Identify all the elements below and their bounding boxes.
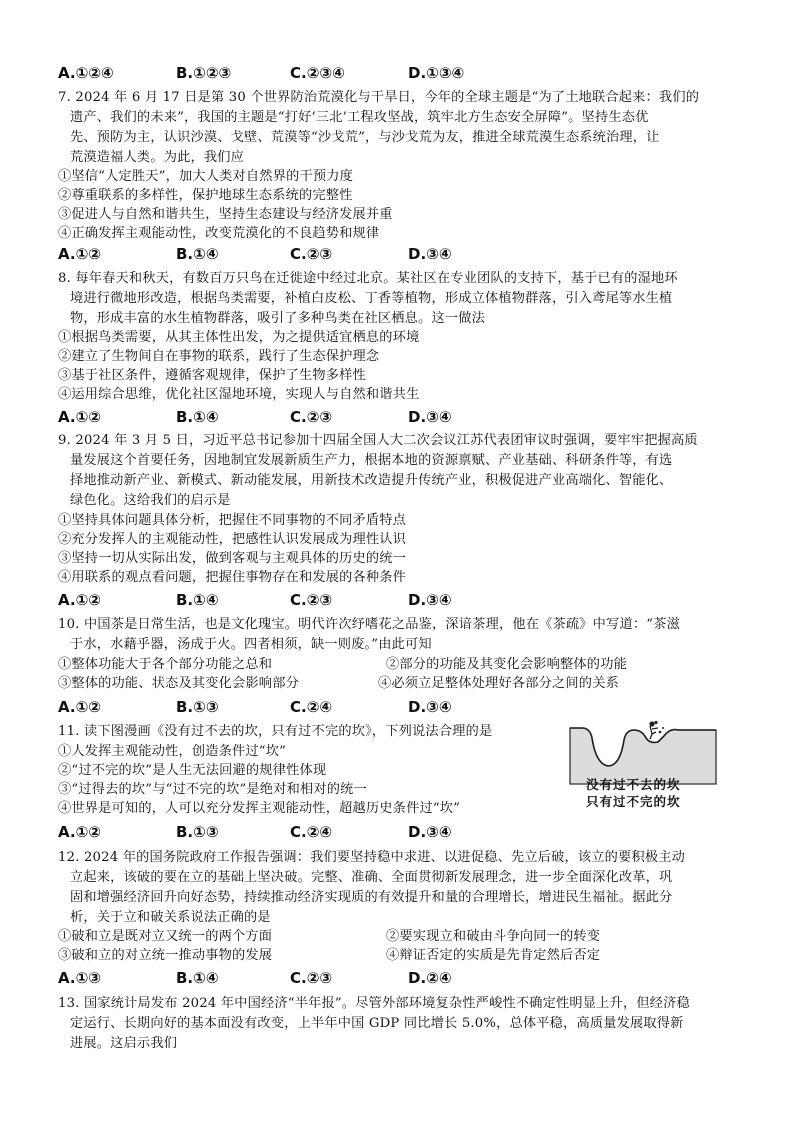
q7-option-c[interactable]: C.②③ — [290, 245, 333, 263]
q6-option-d[interactable]: D.①③④ — [408, 64, 465, 82]
q9-item: ②充分发挥人的主观能动性，把感性认识发展成为理性认识 — [58, 532, 407, 547]
q11-option-b[interactable]: B.①③ — [176, 823, 219, 841]
q9-stem-line: 绿色化。这给我们的启示是 — [70, 493, 231, 508]
q13-stem-line: 定运行、长期向好的基本面没有改变，上半年中国 GDP 同比增长 5.0%，总体平稳，高质量发展取得新 — [70, 1016, 684, 1031]
q6-option-a[interactable]: A.①②④ — [58, 64, 114, 82]
q12-stem-line: 析，关于立和破关系说法正确的是 — [70, 910, 271, 925]
q7-item: ②尊重联系的多样性，保护地球生态系统的完整性 — [58, 188, 353, 203]
q8-option-b[interactable]: B.①④ — [176, 408, 219, 426]
q12-item: ③破和立的对立统一推动事物的发展 — [58, 948, 273, 963]
q9-option-d[interactable]: D.③④ — [408, 591, 452, 609]
q11-stem-line: 11. 读下图漫画《没有过不去的坎，只有过不完的坎》，下列说法合理的是 — [58, 724, 493, 739]
q12-stem-line: 12. 2024 年的国务院政府工作报告强调：我们要坚持稳中求进、以进促稳、先立后破，该立的要积极主动 — [58, 850, 685, 865]
q7-option-a[interactable]: A.①② — [58, 245, 101, 263]
q9-option-a[interactable]: A.①② — [58, 591, 101, 609]
q13-stem-line: 13. 国家统计局发布 2024 年中国经济“半年报”。尽管外部环境复杂性严峻性不确定性明显上升，但经济稳 — [58, 996, 690, 1011]
q9-option-c[interactable]: C.②③ — [290, 591, 333, 609]
climbing-figure-icon — [649, 721, 664, 739]
q11-item: ①人发挥主观能动性，创造条件过“坎” — [58, 744, 287, 759]
q7-stem-line: 遗产、我们的未来”，我国的主题是“打好‘三北’工程攻坚战，筑牢北方生态安全屏障”。坚持生态优 — [70, 110, 649, 125]
q11-item: ③“过得去的坎”与“过不完的坎”是绝对和相对的统一 — [58, 782, 367, 797]
q7-stem-line: 荒漠造福人类。为此，我们应 — [70, 150, 245, 165]
q12-item: ②要实现立和破由斗争向同一的转变 — [386, 929, 601, 944]
q8-stem-line: 境进行微地形改造，根据鸟类需要，补植白皮松、丁香等植物，形成立体植物群落，引入鸢尾等水生植 — [70, 291, 673, 306]
q12-option-a[interactable]: A.①③ — [58, 969, 101, 987]
q10-item: ①整体功能大于各个部分功能之总和 — [58, 657, 273, 672]
q6-option-b[interactable]: B.①②③ — [176, 64, 232, 82]
q9-item: ④用联系的观点看问题，把握住事物存在和发展的各种条件 — [58, 570, 407, 585]
q8-option-d[interactable]: D.③④ — [408, 408, 452, 426]
q9-stem-line: 量发展这个首要任务，因地制宜发展新质生产力，根据本地的资源禀赋、产业基础、科研条件等，有选 — [70, 453, 673, 468]
q11-option-a[interactable]: A.①② — [58, 823, 101, 841]
q10-item: ④必须立足整体处理好各部分之间的关系 — [378, 676, 619, 691]
q8-option-a[interactable]: A.①② — [58, 408, 101, 426]
q9-stem-line: 择地推动新产业、新模式、新动能发展，用新技术改造提升传统产业，积极促进产业高端化、智能化、 — [70, 473, 673, 488]
q9-option-b[interactable]: B.①④ — [176, 591, 219, 609]
q7-item: ①坚信“人定胜天”，加大人类对自然界的干预力度 — [58, 169, 354, 184]
q9-item: ①坚持具体问题具体分析，把握住不同事物的不同矛盾特点 — [58, 513, 407, 528]
q10-item: ③整体的功能、状态及其变化会影响部分 — [58, 676, 299, 691]
q10-option-c[interactable]: C.②④ — [290, 698, 333, 716]
q9-item: ③坚持一切从实际出发，做到客观与主观具体的历史的统一 — [58, 551, 407, 566]
q10-stem-line: 于水，水藉乎器，汤成于火。四者相须，缺一则废。”由此可知 — [70, 637, 432, 652]
q12-stem-line: 立起来，该破的要在立的基础上坚决破。完整、准确、全面贯彻新发展理念，进一步全面深化改革，巩 — [70, 870, 673, 885]
q10-option-a[interactable]: A.①② — [58, 698, 101, 716]
q8-stem-line: 8. 每年春天和秋天，有数百万只鸟在迁徙途中经过北京。某社区在专业团队的支持下，基于已有的湿地环 — [58, 271, 678, 286]
q8-item: ④运用综合思维，优化社区湿地环境，实现人与自然和谐共生 — [58, 387, 420, 402]
q10-option-d[interactable]: D.③④ — [408, 698, 452, 716]
q12-option-d[interactable]: D.②④ — [408, 969, 452, 987]
q12-item: ①破和立是既对立又统一的两个方面 — [58, 929, 273, 944]
q11-option-c[interactable]: C.②④ — [290, 823, 333, 841]
q10-option-b[interactable]: B.①③ — [176, 698, 219, 716]
q12-option-b[interactable]: B.①④ — [176, 969, 219, 987]
q7-stem-line: 先、预防为主，认识沙漠、戈壁、荒漠等“沙戈荒”，与沙戈荒为友，推进全球荒漠生态系统治理，让 — [70, 130, 660, 145]
q7-item: ③促进人与自然和谐共生，坚持生态建设与经济发展并重 — [58, 207, 393, 222]
q10-item: ②部分的功能及其变化会影响整体的功能 — [386, 657, 627, 672]
q8-stem-line: 物，形成丰富的水生植物群落，吸引了多种鸟类在社区栖息。这一做法 — [70, 311, 486, 326]
q11-item: ②“过不完的坎”是人生无法回避的规律性体现 — [58, 763, 327, 778]
q9-stem-line: 9. 2024 年 3 月 5 日，习近平总书记参加十四届全国人大二次会议江苏代表团审议时强调，要牢牢把握高质 — [58, 433, 698, 448]
cartoon-caption-line: 只有过不完的坎 — [586, 794, 681, 809]
q11-item: ④世界是可知的，人可以充分发挥主观能动性，超越历史条件过“坎” — [58, 801, 461, 816]
q8-item: ②建立了生物间自在事物的联系，践行了生态保护理念 — [58, 349, 380, 364]
q7-option-b[interactable]: B.①④ — [176, 245, 219, 263]
q8-item: ③基于社区条件，遵循客观规律，保护了生物多样性 — [58, 368, 366, 383]
cartoon-caption-line: 没有过不去的坎 — [586, 777, 681, 792]
q7-item: ④正确发挥主观能动性，改变荒漠化的不良趋势和规律 — [58, 226, 380, 241]
q13-stem-line: 进展。这启示我们 — [70, 1036, 178, 1051]
q7-stem-line: 7. 2024 年 6 月 17 日是第 30 个世界防治荒漠化与干旱日，今年的全球主题是“为了土地联合起来：我们的 — [58, 90, 700, 105]
q11-option-d[interactable]: D.③④ — [408, 823, 452, 841]
q12-option-c[interactable]: C.②③ — [290, 969, 333, 987]
q12-item: ④辩证否定的实质是先肯定然后否定 — [386, 948, 601, 963]
q8-option-c[interactable]: C.②③ — [290, 408, 333, 426]
q10-stem-line: 10. 中国茶是日常生活，也是文化瑰宝。明代许次纾嗜花之品鉴，深谙茶理，他在《茶疏》中写道：“茶滋 — [58, 617, 680, 632]
q6-option-c[interactable]: C.②③④ — [290, 64, 345, 82]
q7-option-d[interactable]: D.③④ — [408, 245, 452, 263]
q8-item: ①根据鸟类需要，从其主体性出发，为之提供适宜栖息的环境 — [58, 330, 420, 345]
q12-stem-line: 固和增强经济回升向好态势，持续推动经济实现质的有效提升和量的合理增长，增进民生福祉。据此分 — [70, 890, 673, 905]
